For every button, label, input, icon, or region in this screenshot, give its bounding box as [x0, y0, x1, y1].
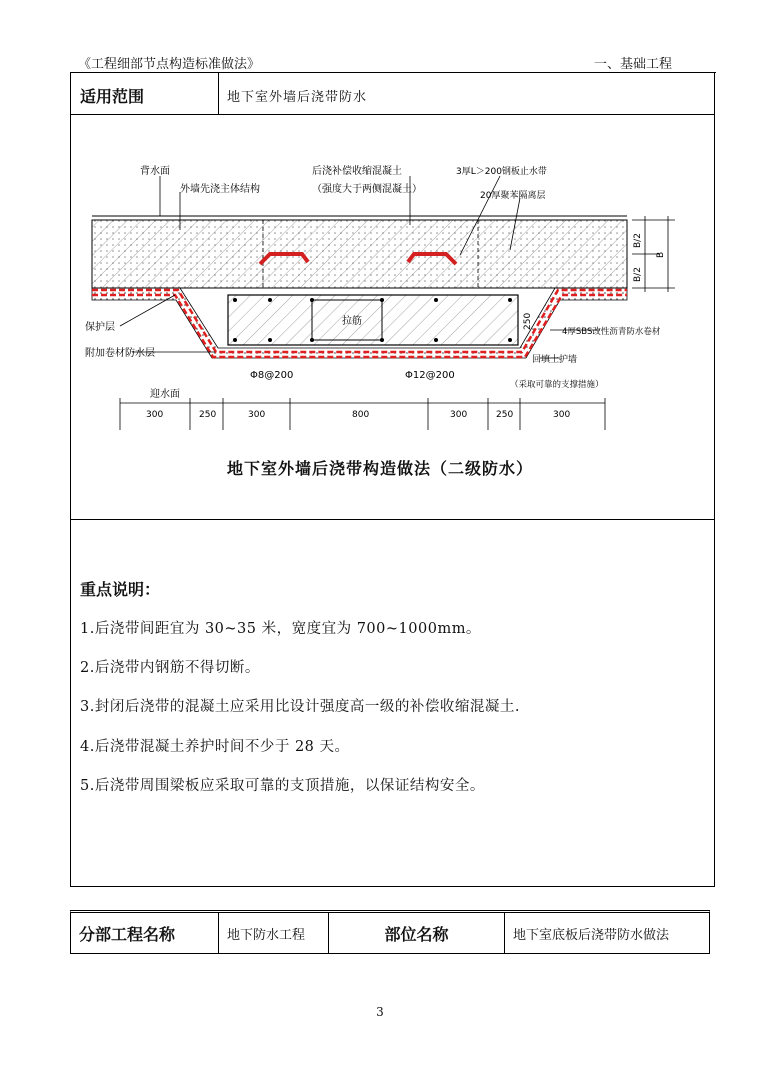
division-value-cell [219, 913, 329, 953]
b-half-top-label: B/2 [633, 233, 643, 248]
notes-title: 重点说明： [80, 580, 161, 599]
header-section: 一、基础工程 [594, 57, 673, 72]
header-title: 《工程细部节点构造标准做法》 [78, 57, 261, 72]
note-item: 1.后浇带间距宜为 30~35 米，宽度宜为 700~1000mm。 [80, 621, 481, 637]
back-face-label: 背水面 [140, 166, 170, 177]
polystyrene-label: 20厚聚苯隔离层 [480, 191, 546, 201]
rebar-box [228, 295, 518, 345]
dim-5: 300 [450, 410, 468, 420]
extra-membrane-label: 附加卷材防水层 [85, 348, 155, 359]
facing-label: 迎水面 [150, 389, 180, 400]
wall-slab-dots [92, 220, 627, 288]
division-value: 地下防水工程 [227, 927, 306, 943]
post-concrete-note: （强度大于两侧混凝土） [312, 184, 422, 195]
sbs-label: 4厚SBS改性沥青防水卷材 [562, 327, 661, 337]
backfill-label: 回填土护墙 [532, 355, 578, 365]
dim-3: 300 [248, 410, 266, 420]
location-label-cell [329, 913, 505, 953]
rebar-phi8-label: Φ8@200 [250, 370, 294, 381]
location-value: 地下室底板后浇带防水做法 [513, 927, 670, 943]
division-label: 分部工程名称 [79, 924, 176, 944]
dim-6: 250 [496, 410, 514, 420]
construction-diagram [80, 140, 680, 445]
scope-row [70, 72, 715, 115]
b-half-bottom-label: B/2 [633, 267, 643, 282]
dim-1: 300 [146, 410, 164, 420]
division-label-cell [71, 913, 219, 953]
scope-value: 地下室外墙后浇带防水 [227, 90, 368, 105]
dim-4: 800 [352, 410, 370, 420]
note-item: 2.后浇带内钢筋不得切断。 [80, 660, 260, 676]
support-label: （采取可靠的支撑措施） [510, 380, 604, 390]
page-number: 3 [376, 1005, 384, 1019]
lashing-label: 拉筋 [342, 316, 362, 327]
side-250-label: 250 [523, 312, 533, 330]
rebar-phi12-label: Φ12@200 [405, 370, 455, 381]
figure-separator [70, 519, 715, 520]
dim-7: 300 [553, 410, 571, 420]
waterstop-label: 3厚L＞200钢板止水带 [456, 167, 547, 177]
wall-first-label: 外墙先浇主体结构 [180, 184, 260, 195]
note-item: 5.后浇带周围梁板应采取可靠的支顶措施，以保证结构安全。 [80, 778, 485, 794]
location-label: 部位名称 [384, 924, 449, 944]
figure-caption: 地下室外墙后浇带构造做法（二级防水） [226, 459, 533, 478]
note-item: 4.后浇带混凝土养护时间不少于 28 天。 [80, 739, 350, 755]
division-table [70, 910, 710, 954]
dim-2: 250 [199, 410, 217, 420]
post-concrete-label: 后浇补偿收缩混凝土 [312, 166, 402, 177]
scope-divider [218, 72, 219, 114]
location-value-cell [505, 913, 709, 953]
protect-label: 保护层 [85, 322, 115, 333]
scope-label: 适用范围 [80, 87, 145, 106]
b-label: B [656, 251, 666, 258]
note-item: 3.封闭后浇带的混凝土应采用比设计强度高一级的补偿收缩混凝土. [80, 699, 520, 715]
